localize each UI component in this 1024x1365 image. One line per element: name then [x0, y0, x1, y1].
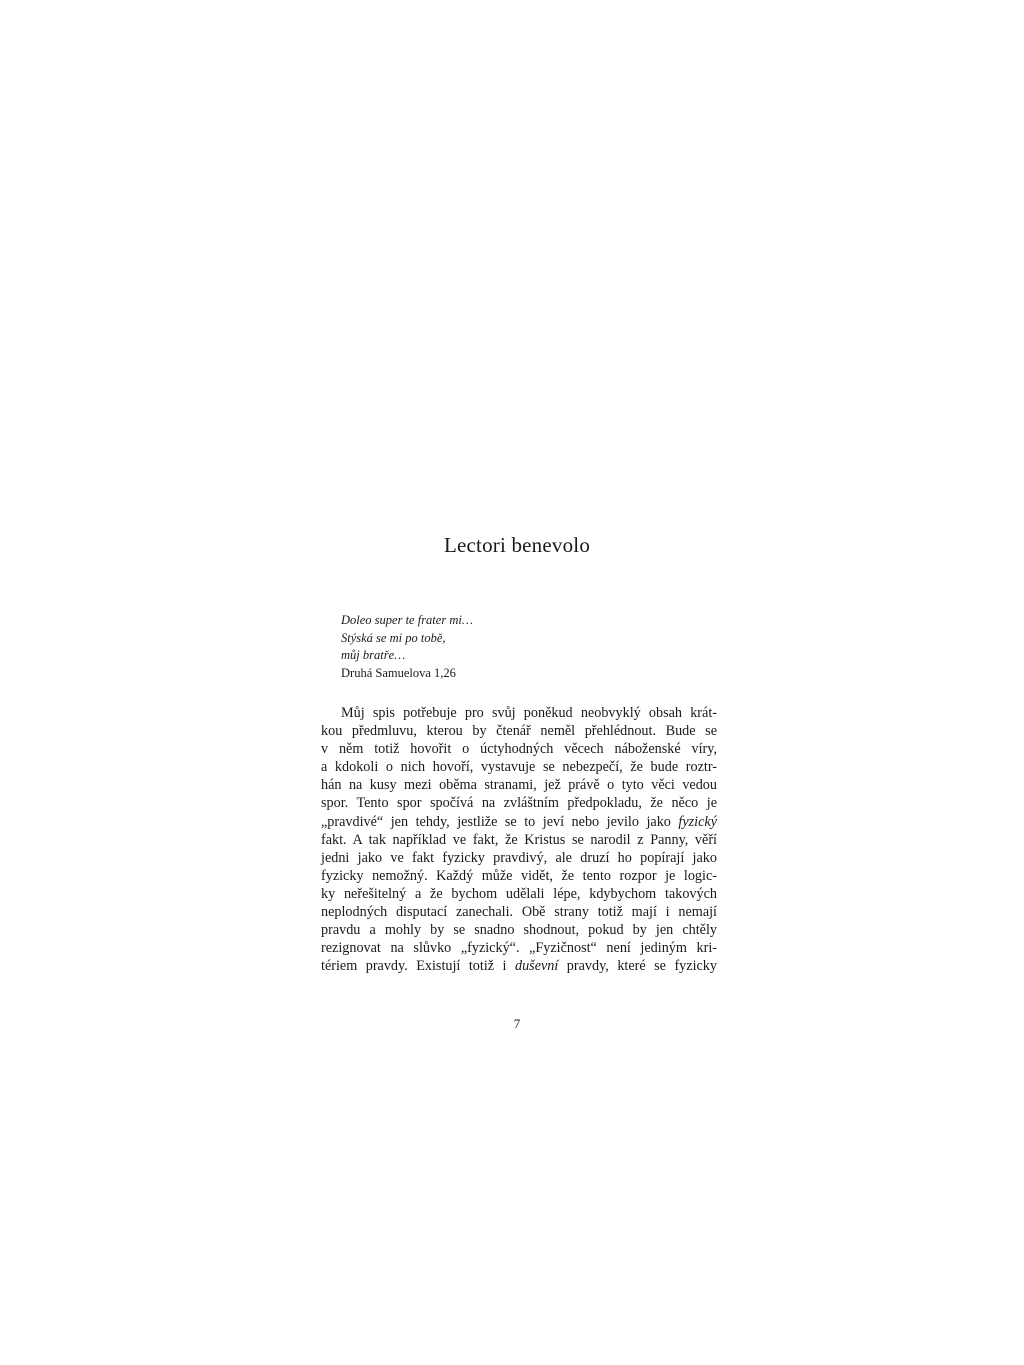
body-line: Můj spis potřebuje pro svůj poněkud neobvyklý obsah krát- — [341, 705, 717, 721]
body-line: „pravdivé“ jen tehdy, jestliže se to jeví nebo jevilo jako fyzický — [321, 813, 717, 830]
body-line: kou předmluvu, kterou by čtenář neměl přehlédnout. Bude se — [321, 723, 717, 740]
epigraph — [341, 612, 473, 682]
epigraph-czech-line-1: Stýská se mi po tobě, — [341, 630, 446, 645]
body-paragraph — [321, 704, 717, 975]
epigraph-czech-line-2: můj bratře… — [341, 648, 406, 662]
body-line: fakt. A tak například ve fakt, že Kristus se narodil z Panny, věří — [321, 831, 717, 848]
chapter-title: Lectori benevolo — [443, 533, 591, 557]
body-line: tériem pravdy. Existují totiž i duševní pravdy, které se fyzicky — [321, 958, 717, 975]
body-line: neplodných disputací zanechali. Obě strany totiž mají i nemají — [321, 904, 717, 921]
body-line: pravdu a mohly by se snadno shodnout, pokud by jen chtěly — [321, 922, 717, 939]
body-line: ky neřešitelný a že bychom udělali lépe, kdybychom takových — [321, 885, 717, 902]
body-line: fyzicky nemožný. Každý může vidět, že tento rozpor je logic- — [321, 867, 717, 884]
page-number: 7 — [513, 1016, 521, 1031]
body-line: hán na kusy mezi oběma stranami, jež právě o tyto věci vedou — [321, 777, 717, 794]
body-line: rezignovat na slůvko „fyzický“. „Fyzičnost“ není jediným kri- — [321, 940, 717, 957]
emphasis-word: fyzický — [678, 813, 717, 830]
body-line: v něm totiž hovořit o úctyhodných věcech náboženské víry, — [321, 741, 717, 758]
body-line: jedni jako ve fakt fyzicky pravdivý, ale druzí ho popírají jako — [321, 849, 717, 866]
epigraph-source: Druhá Samuelova 1,26 — [341, 665, 456, 680]
body-line: spor. Tento spor spočívá na zvláštním předpokladu, že něco je — [321, 795, 717, 812]
emphasis-word: duševní — [514, 958, 559, 975]
epigraph-latin-line: Doleo super te frater mi… — [341, 613, 473, 627]
body-line: a kdokoli o nich hovoří, vystavuje se nebezpečí, že bude roztr- — [321, 759, 717, 776]
